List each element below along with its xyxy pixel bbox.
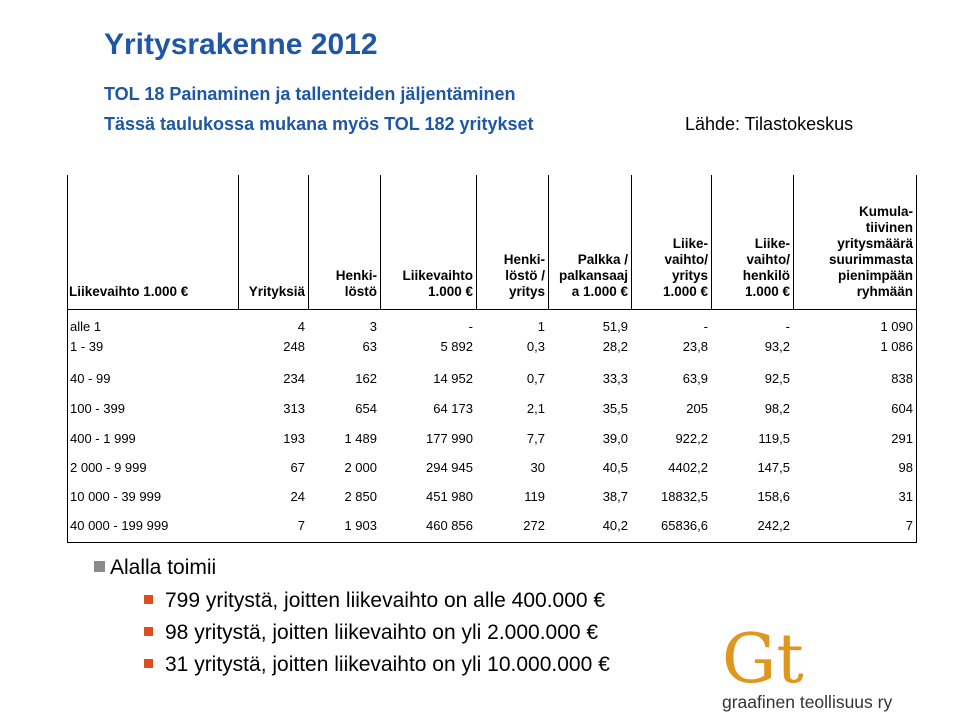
- column-header: [793, 175, 916, 309]
- table-cell: 30: [530, 460, 545, 475]
- column-header-text: Liikevaihto 1.000 €: [402, 268, 473, 299]
- column-header: [68, 175, 238, 309]
- table-cell: 39,0: [602, 431, 628, 446]
- column-header-text: Henki- löstö: [335, 268, 377, 299]
- data-table: [67, 175, 917, 543]
- row-label: 400 - 1 999: [70, 431, 136, 446]
- row-label: 100 - 399: [70, 401, 125, 416]
- column-header-text: Yrityksiä: [248, 284, 305, 299]
- table-row: [68, 489, 916, 507]
- table-cell: 24: [290, 489, 305, 504]
- table-cell: 205: [686, 401, 708, 416]
- bullet-item-text: 98 yritystä, joitten liikevaihto on yli 2.000.000 €: [165, 621, 599, 644]
- table-cell: 63: [362, 339, 377, 354]
- table-cell: 23,8: [682, 339, 708, 354]
- table-cell: 3: [369, 319, 377, 334]
- table-cell: 64 173: [433, 401, 473, 416]
- table-cell: 838: [891, 371, 913, 386]
- table-cell: 242,2: [757, 518, 790, 533]
- table-cell: 177 990: [426, 431, 473, 446]
- table-cell: 7: [905, 518, 913, 533]
- table-cell: 2 000: [344, 460, 377, 475]
- square-bullet-icon: [144, 595, 153, 604]
- header-divider: [68, 309, 916, 310]
- table-cell: 1 489: [344, 431, 377, 446]
- table-row: [68, 460, 916, 478]
- table-row: [68, 401, 916, 419]
- table-cell: 158,6: [757, 489, 790, 504]
- logo-text: graafinen teollisuus ry: [722, 692, 893, 712]
- column-header: [631, 175, 711, 309]
- column-header: [548, 175, 631, 309]
- table-cell: 1: [537, 319, 545, 334]
- table-cell: 162: [355, 371, 377, 386]
- table-row: [68, 518, 916, 536]
- table-cell: -: [703, 319, 708, 334]
- bullet-item: [144, 589, 605, 613]
- row-label: 40 - 99: [70, 371, 111, 386]
- table-cell: 35,5: [602, 401, 628, 416]
- column-divider: [711, 175, 712, 309]
- table-cell: 14 952: [433, 371, 473, 386]
- table-cell: 4402,2: [668, 460, 708, 475]
- table-cell: 1 086: [880, 339, 913, 354]
- table-cell: 67: [290, 460, 305, 475]
- table-cell: -: [785, 319, 790, 334]
- column-header: [238, 175, 308, 309]
- bullet-item: [144, 621, 598, 645]
- table-cell: 248: [283, 339, 305, 354]
- table-row: [68, 371, 916, 389]
- table-cell: 1 903: [344, 518, 377, 533]
- square-bullet-icon: [144, 659, 153, 668]
- table-cell: 92,5: [764, 371, 790, 386]
- table-cell: 7: [297, 518, 305, 533]
- table-cell: 40,5: [602, 460, 628, 475]
- subtitle-note: Tässä taulukossa mukana myös TOL 182 yritykset: [104, 114, 534, 134]
- column-header: [308, 175, 380, 309]
- table-cell: 31: [898, 489, 913, 504]
- column-divider: [476, 175, 477, 309]
- column-divider: [631, 175, 632, 309]
- table-cell: 63,9: [682, 371, 708, 386]
- table-cell: 604: [891, 401, 913, 416]
- column-divider: [548, 175, 549, 309]
- table-cell: 119: [524, 489, 545, 504]
- column-header-text: Liikevaihto 1.000 €: [69, 284, 189, 299]
- table-cell: 291: [891, 431, 913, 446]
- column-divider: [308, 175, 309, 309]
- bullet-heading-text: Alalla toimii: [110, 556, 217, 579]
- table-cell: 0,3: [526, 339, 545, 354]
- table-cell: 147,5: [757, 460, 790, 475]
- table-cell: 0,7: [526, 371, 545, 386]
- table-row: [68, 431, 916, 449]
- table-cell: 234: [283, 371, 305, 386]
- column-header: [476, 175, 548, 309]
- column-divider: [380, 175, 381, 309]
- table-cell: 1 090: [880, 319, 913, 334]
- bullet-heading: [94, 556, 216, 580]
- row-label: alle 1: [70, 319, 102, 334]
- table-cell: 51,9: [602, 319, 628, 334]
- column-header-text: Palkka / palkansaaj a 1.000 €: [558, 252, 628, 299]
- table-cell: 193: [283, 431, 305, 446]
- table-cell: 28,2: [602, 339, 628, 354]
- column-divider: [238, 175, 239, 309]
- table-cell: 4: [297, 319, 305, 334]
- subtitle-industry: TOL 18 Painaminen ja tallenteiden jäljentäminen: [104, 84, 516, 104]
- bullet-item-text: 31 yritystä, joitten liikevaihto on yli 10.000.000 €: [165, 653, 610, 676]
- gt-logo: [720, 620, 950, 712]
- table-cell: 294 945: [426, 460, 473, 475]
- row-label: 40 000 - 199 999: [70, 518, 169, 533]
- source-label: Lähde: Tilastokeskus: [685, 114, 854, 134]
- column-header: [711, 175, 793, 309]
- table-cell: 2,1: [526, 401, 545, 416]
- page-title: Yritysrakenne 2012: [104, 28, 378, 61]
- table-cell: 93,2: [764, 339, 790, 354]
- bullet-item: [144, 653, 610, 677]
- table-cell: 313: [283, 401, 305, 416]
- table-cell: 98: [898, 460, 913, 475]
- table-cell: 5 892: [440, 339, 473, 354]
- table-cell: 451 980: [426, 489, 473, 504]
- table-cell: 119,5: [758, 431, 790, 446]
- table-cell: 38,7: [602, 489, 628, 504]
- square-bullet-icon: [144, 627, 153, 636]
- column-header-text: Liike- vaihto/ henkilö 1.000 €: [742, 236, 790, 299]
- row-label: 10 000 - 39 999: [70, 489, 162, 504]
- square-bullet-icon: [94, 561, 105, 572]
- table-cell: 98,2: [764, 401, 790, 416]
- table-cell: -: [468, 319, 473, 334]
- table-cell: 272: [523, 518, 545, 533]
- column-header-text: Henki- löstö / yritys: [503, 252, 545, 299]
- row-label: 1 - 39: [70, 339, 104, 354]
- table-cell: 40,2: [602, 518, 628, 533]
- column-header-text: Liike- vaihto/ yritys 1.000 €: [662, 236, 708, 299]
- column-divider: [793, 175, 794, 309]
- table-cell: 2 850: [344, 489, 377, 504]
- logo-mark: Gt: [722, 620, 804, 699]
- row-label: 2 000 - 9 999: [70, 460, 147, 475]
- table-cell: 33,3: [602, 371, 628, 386]
- table-row: [68, 319, 916, 337]
- table-cell: 654: [355, 401, 377, 416]
- table-cell: 65836,6: [661, 518, 708, 533]
- table-cell: 922,2: [675, 431, 708, 446]
- column-header: [380, 175, 476, 309]
- bullet-item-text: 799 yritystä, joitten liikevaihto on alle 400.000 €: [165, 589, 606, 612]
- table-cell: 18832,5: [661, 489, 708, 504]
- table-row: [68, 339, 916, 357]
- column-header-text: Kumula- tiivinen yritysmäärä suurimmasta pienimpään ryhmään: [828, 204, 913, 299]
- table-cell: 460 856: [426, 518, 473, 533]
- table-cell: 7,7: [526, 431, 545, 446]
